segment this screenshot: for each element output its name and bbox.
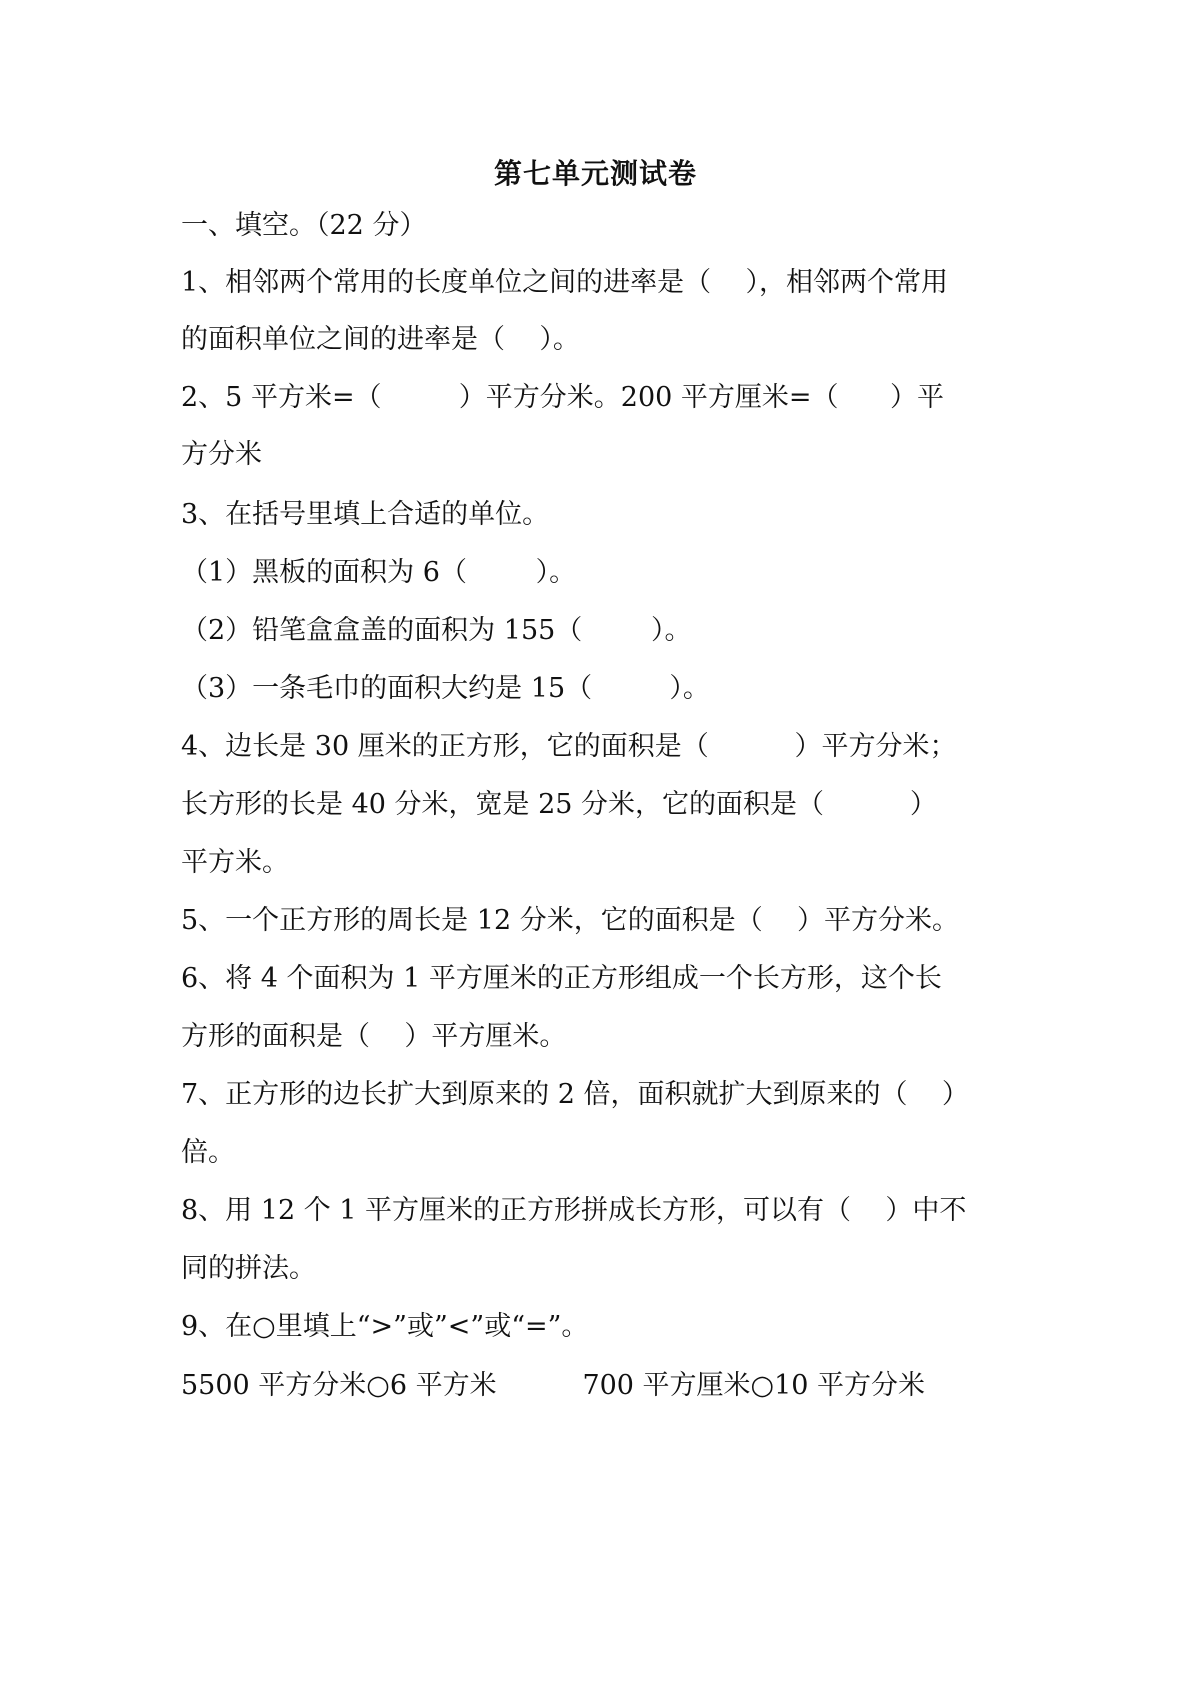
question-1-line-2: 的面积单位之间的进率是（ ）。 [181,324,580,355]
question-3-item-1: （1）黑板的面积为 6（ ）。 [181,557,577,588]
question-2-line-1: 2、5 平方米=（ ）平方分米。200 平方厘米=（ ）平 [181,382,945,413]
question-9-prompt: 9、在○里填上“>”或”<”或“=”。 [181,1311,589,1342]
question-3-prompt: 3、在括号里填上合适的单位。 [181,499,550,530]
question-8-line-1: 8、用 12 个 1 平方厘米的正方形拼成长方形，可以有（ ）中不 [181,1195,967,1226]
question-6-line-1: 6、将 4 个面积为 1 平方厘米的正方形组成一个长方形，这个长 [181,963,942,994]
question-7-line-2: 倍。 [181,1137,235,1168]
question-8-line-2: 同的拼法。 [181,1253,316,1284]
question-5: 5、一个正方形的周长是 12 分米，它的面积是（ ）平方分米。 [181,905,960,936]
question-4-line-1: 4、边长是 30 厘米的正方形，它的面积是（ ）平方分米； [181,731,957,762]
question-6-line-2: 方形的面积是（ ）平方厘米。 [181,1021,567,1052]
question-3-item-3: （3）一条毛巾的面积大约是 15（ ）。 [181,673,710,704]
question-2-line-2: 方分米 [181,439,262,470]
question-3-item-2: （2）铅笔盒盒盖的面积为 155（ ）。 [181,615,692,646]
question-1-line-1: 1、相邻两个常用的长度单位之间的进率是（ ），相邻两个常用 [181,267,949,298]
question-4-line-3: 平方米。 [181,847,289,878]
question-9-comparisons: 5500 平方分米○6 平方米 700 平方厘米○10 平方分米 [181,1370,926,1401]
question-7-line-1: 7、正方形的边长扩大到原来的 2 倍，面积就扩大到原来的（ ） [181,1079,969,1110]
question-4-line-2: 长方形的长是 40 分米，宽是 25 分米，它的面积是（ ） [181,789,937,820]
page-title: 第七单元测试卷 [493,157,697,190]
section-heading-fill-blanks: 一、填空。（22 分） [181,210,427,241]
